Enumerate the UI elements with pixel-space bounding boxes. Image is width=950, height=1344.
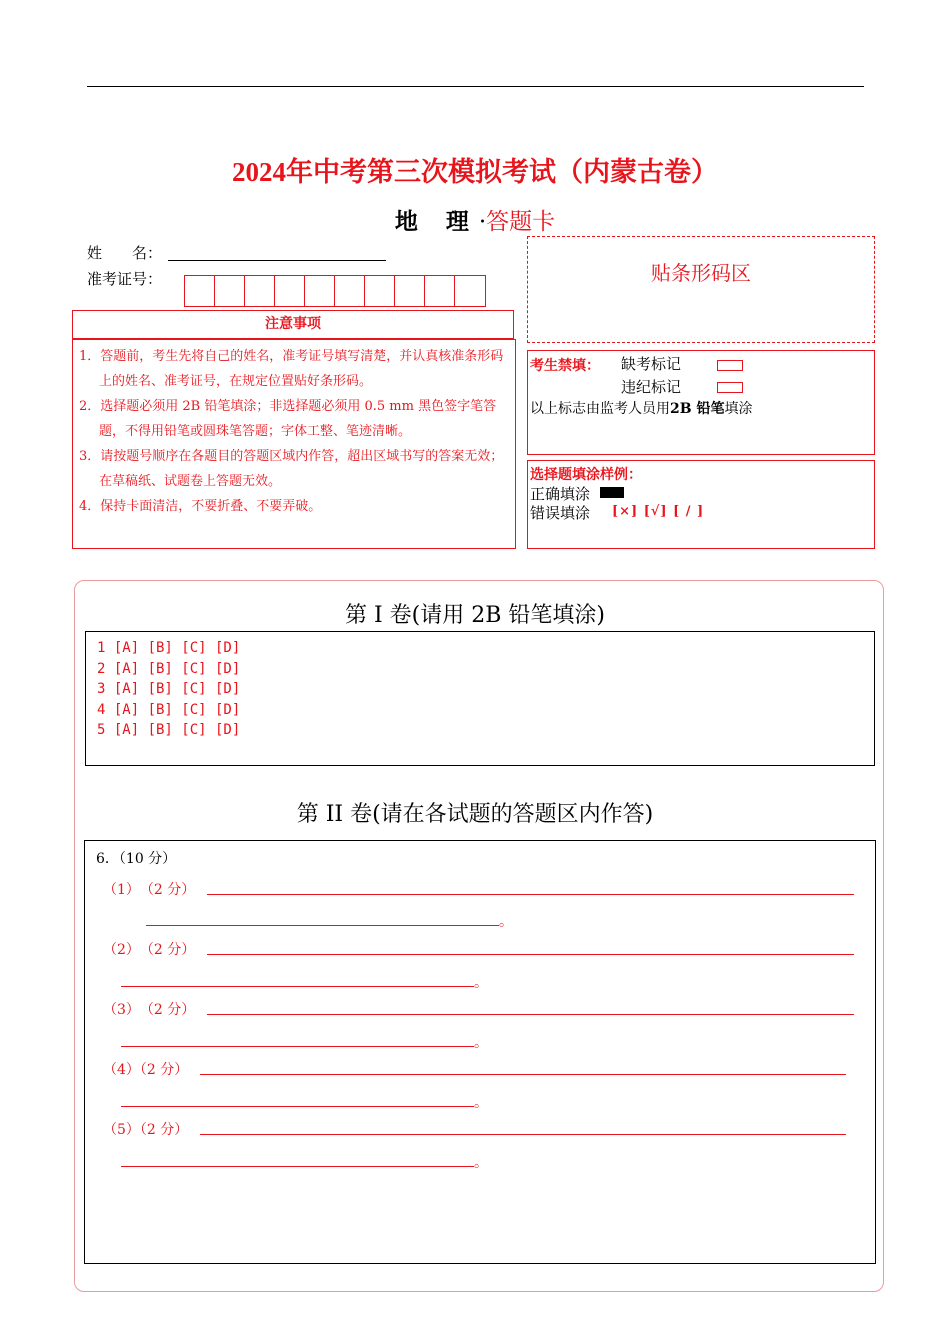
question-head: 6．（10 分） [96,851,177,867]
id-digit-box[interactable] [245,276,275,306]
forbidden-note-post: 填涂 [724,401,753,417]
answer-line[interactable] [200,1134,846,1135]
name-input-line[interactable] [168,260,386,261]
barcode-label: 贴条形码区 [651,261,751,285]
wrong-fill-examples: [×] [√] [ / ] [612,504,705,519]
id-digit-box[interactable] [335,276,365,306]
choice-row[interactable]: 2 [A] [B] [C] [D] [97,660,241,677]
forbidden-title: 考生禁填： [530,358,600,374]
subject-name: 地 理 [394,208,479,235]
correct-fill-swatch [600,487,624,498]
section2-title: 第 II 卷(请在各试题的答题区内作答) [296,802,654,827]
absent-mark-box[interactable] [717,360,743,371]
fill-sample-panel [527,460,875,549]
choice-row[interactable]: 3 [A] [B] [C] [D] [97,681,241,697]
answer-line[interactable] [121,1106,474,1107]
header-rule [87,86,864,87]
choice-row[interactable]: 4 [A] [B] [C] [D] [97,701,241,718]
answer-line[interactable] [121,1046,474,1047]
forbidden-note-bold: 2B 铅笔 [670,401,725,417]
id-digit-box[interactable] [275,276,305,306]
written-answer-box [84,840,876,1264]
part-end-mark: 。 [474,975,488,991]
part-label: （4）（2 分） [103,1062,189,1078]
notice-list [72,339,516,549]
part-label: （5）（2 分） [103,1122,189,1138]
multiple-choice-box [85,631,875,766]
violation-mark-box[interactable] [717,382,743,393]
forbidden-note [530,398,752,418]
id-digit-box[interactable] [455,276,485,306]
section1-title: 第 I 卷(请用 2B 铅笔填涂) [345,603,605,628]
part-end-mark: 。 [474,1155,488,1171]
part-label: （1） （2 分） [103,882,196,898]
id-digit-box[interactable] [425,276,455,306]
part-end-mark: 。 [474,1095,488,1111]
notice-item: 2．选择题必须用 2B 铅笔填涂；非选择题必须用 0.5 mm 黑色签字笔答题，不得用铅笔或圆珠笔答题；字体工整、笔迹清晰。 [79,399,497,439]
notice-item: 1．答题前，考生先将自己的姓名，准考证号填写清楚，并认真核准条形码上的姓名、准考证号，在规定位置贴好条形码。 [79,349,504,389]
card-name: 答题卡 [486,209,556,235]
part-end-mark: 。 [499,914,513,930]
id-digit-box[interactable] [395,276,425,306]
barcode-area [527,236,875,343]
answer-line[interactable] [121,986,474,987]
choice-row[interactable]: 5 [A] [B] [C] [D] [97,722,241,738]
answer-line[interactable] [200,1074,846,1075]
part-end-mark: 。 [474,1035,488,1051]
id-digit-box[interactable] [365,276,395,306]
answer-line[interactable] [207,954,854,955]
part-label: （2） （2 分） [103,942,196,958]
part-label: （3） （2 分） [103,1002,196,1018]
fill-sample-title: 选择题填涂样例： [530,467,642,483]
exam-title: 2024年中考第三次模拟考试（内蒙古卷） [232,157,718,187]
answer-line[interactable] [207,1014,854,1015]
notice-item: 3．请按题号顺序在各题目的答题区域内作答，超出区域书写的答案无效；在草稿纸、试题卷上答题无效。 [79,449,504,489]
notice-title: 注意事项 [72,310,514,339]
forbidden-panel [527,350,875,455]
forbidden-note-pre: 以上标志由监考人员用 [530,401,670,417]
correct-fill-label: 正确填涂 [530,485,591,503]
subject-line [0,203,950,236]
id-label: 准考证号： [87,270,163,288]
answer-line[interactable] [146,925,499,926]
absent-mark-label: 缺考标记 [621,355,682,373]
violation-mark-label: 违纪标记 [621,378,682,396]
name-label: 姓 名： [87,244,163,262]
notice-item: 4．保持卡面清洁，不要折叠、不要弄破。 [79,499,322,514]
subject-separator: · [478,209,487,235]
answer-line[interactable] [121,1166,474,1167]
wrong-fill-label: 错误填涂 [530,504,591,522]
choice-row[interactable]: 1 [A] [B] [C] [D] [97,640,241,656]
answer-line[interactable] [207,894,854,895]
exam-id-boxes[interactable] [184,275,486,307]
id-digit-box[interactable] [305,276,335,306]
id-digit-box[interactable] [185,276,215,306]
id-digit-box[interactable] [215,276,245,306]
